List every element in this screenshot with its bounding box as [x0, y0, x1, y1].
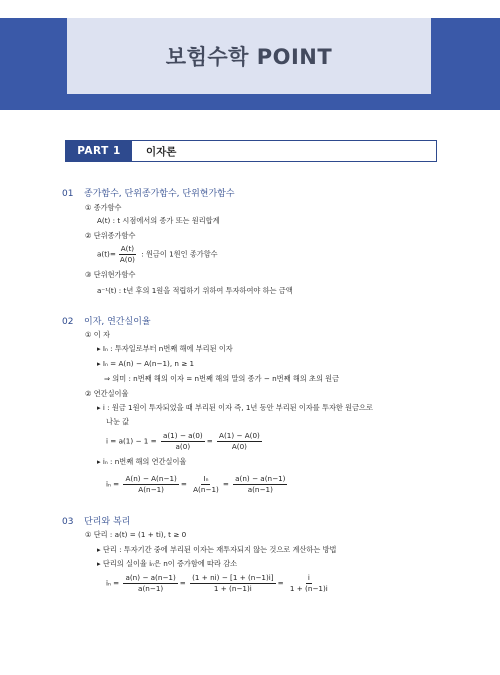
s1-item2-formula — [97, 244, 218, 265]
s2-meaning: ⇒ 의미 : n번째 해의 이자 = n번째 해의 말의 종가 − n번째 해의 초의 원금 — [104, 374, 340, 383]
section-number: 02 — [62, 317, 74, 327]
numerator: a(n) − a(n−1) — [125, 573, 176, 582]
s2-bullet1: ▸ Iₙ : 투자일로부터 n번째 해에 부리된 이자 — [97, 344, 233, 353]
fraction — [190, 573, 275, 594]
s3-bullet1: ▸ 단리 : 투자기간 중에 부리된 이자는 재투자되지 않는 것으로 계산하는 방법 — [97, 545, 337, 554]
header-title-box — [67, 18, 431, 94]
section-title: 이자, 연간실이율 — [84, 317, 151, 327]
fraction — [123, 474, 178, 495]
section-03-heading — [62, 514, 130, 527]
denominator: a(n−1) — [247, 485, 273, 494]
denominator: A(n−1) — [193, 485, 219, 494]
denominator: A(0) — [119, 255, 135, 264]
fraction — [217, 431, 262, 452]
part-banner — [65, 140, 437, 162]
s1-item3-desc: a⁻¹(t) : t년 후의 1원을 적립하기 위하여 투자하여야 하는 금액 — [97, 286, 293, 295]
fraction — [123, 573, 177, 594]
s2-formula1: i = a(1) − 1 = $\frac{a(1) - a(0)}{a(0)}$ = $\frac{A(1) - A(0)}{A(0)}$ — [106, 431, 260, 451]
fraction — [161, 431, 205, 452]
s2-item1-label: ① 이 자 — [85, 330, 110, 339]
section-number: 01 — [62, 189, 74, 199]
part-title: 이자론 — [146, 145, 177, 158]
s2-bullet3-cont: 나눈 값 — [106, 417, 130, 426]
denominator: a(0) — [175, 442, 191, 451]
s1-item3-label: ③ 단위현가함수 — [85, 270, 136, 279]
denominator: a(n−1) — [138, 584, 164, 593]
numerator: A(t) — [120, 244, 135, 253]
fraction — [233, 474, 287, 495]
fraction — [191, 474, 221, 495]
section-title: 단리와 복리 — [84, 517, 131, 527]
page-title: 보험수학 POINT — [165, 45, 333, 69]
section-title: 종가함수, 단위종가함수, 단위현가함수 — [84, 189, 235, 199]
s2-bullet4: ▸ iₙ : n번째 해의 연간실이율 — [97, 457, 187, 466]
section-number: 03 — [62, 517, 74, 527]
section-01-heading — [62, 186, 235, 199]
s1-item1-label: ① 종가함수 — [85, 203, 122, 212]
denominator: A(0) — [231, 442, 247, 451]
numerator: A(1) − A(0) — [219, 431, 260, 440]
s1-item1-desc: A(t) : t 시점에서의 종가 또는 원리합계 — [97, 216, 220, 225]
s2-item2-label: ② 연간실이율 — [85, 389, 129, 398]
numerator: (1 + ni) − [1 + (n−1)i] — [192, 573, 274, 582]
numerator: A(n) − A(n−1) — [125, 474, 177, 483]
s3-item1-label: ① 단리 : a(t) = (1 + ti), t ≥ 0 — [85, 530, 187, 539]
numerator: i — [307, 573, 310, 582]
s2-formula2: iₙ = $\frac{A(n) - A(n-1)}{A(n-1)}$ = $\frac{\text{Iₙ}}{A(n-1)}$ = $\frac{a(n) - a(n-1)}{a(n-1)}$ — [106, 474, 286, 494]
s1-item2-label: ② 단위종가함수 — [85, 231, 136, 240]
numerator: a(1) − a(0) — [162, 431, 203, 440]
denominator: A(n−1) — [138, 485, 164, 494]
fraction — [288, 573, 330, 594]
part-label: PART 1 — [66, 141, 132, 161]
numerator: Iₙ — [203, 474, 209, 483]
s3-formula: iₙ = $\frac{a(n) - a(n-1)}{a(n-1)}$ = $\frac{(1 + ni) - [1 + (n-1)i]}{1 + (n-1)i}$ = $\frac{i}{1 + (n-1)i}$ — [106, 573, 328, 593]
s2-bullet3: ▸ i : 원금 1원이 투자되었을 때 부리된 이자 즉, 1년 동안 부리된 이자를 투자한 원금으로 — [97, 403, 373, 412]
denominator: 1 + (n−1)i — [289, 584, 328, 593]
numerator: a(n) − a(n−1) — [235, 474, 286, 483]
fraction — [118, 244, 137, 265]
section-02-heading — [62, 314, 151, 327]
formula-lhs: a(t)= — [97, 249, 116, 259]
formula-lhs: iₙ = — [106, 479, 120, 489]
s3-bullet2: ▸ 단리의 실이율 iₙ은 n이 증가함에 따라 감소 — [97, 559, 238, 568]
formula-lhs: i = a(1) − 1 = — [106, 436, 157, 446]
denominator: 1 + (n−1)i — [213, 584, 252, 593]
formula-desc: : 원금이 1원인 종가함수 — [138, 249, 218, 259]
formula-lhs: iₙ = — [106, 578, 120, 588]
s2-bullet2: ▸ Iₙ = A(n) − A(n−1), n ≥ 1 — [97, 359, 195, 368]
